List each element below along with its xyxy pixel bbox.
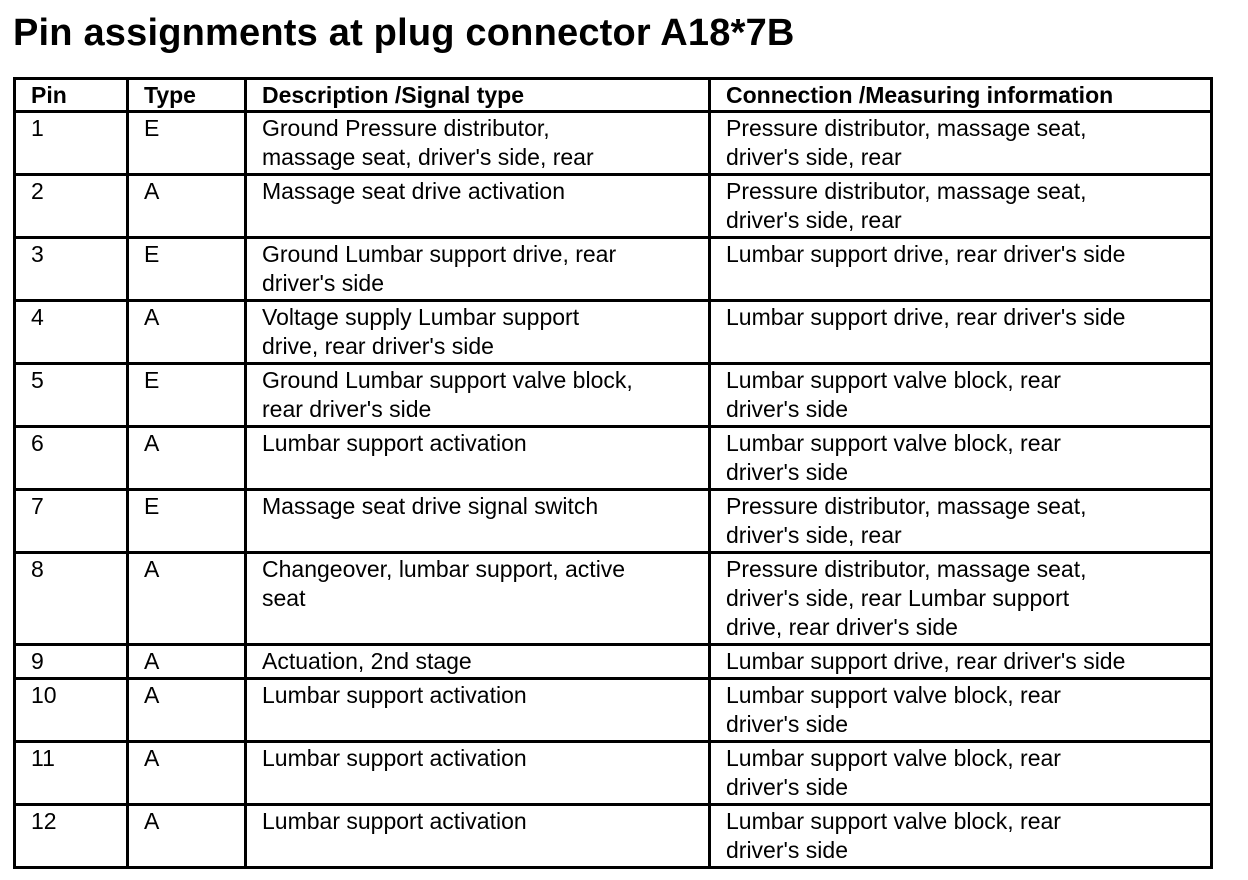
table-row: [15, 238, 1212, 301]
cell-type: E: [128, 490, 246, 553]
cell-pin: 4: [15, 301, 128, 364]
cell-type: E: [128, 112, 246, 175]
cell-type: A: [128, 301, 246, 364]
cell-type: A: [128, 679, 246, 742]
cell-connection: Pressure distributor, massage seat, driver's side, rear: [710, 112, 1212, 175]
cell-connection: Lumbar support valve block, rear driver's side: [710, 364, 1212, 427]
pin-assignment-table: [13, 77, 1213, 869]
cell-pin: 9: [15, 645, 128, 679]
table-row: [15, 490, 1212, 553]
cell-type: A: [128, 645, 246, 679]
cell-description: Lumbar support activation: [246, 427, 710, 490]
cell-description: Lumbar support activation: [246, 805, 710, 868]
table-row: [15, 805, 1212, 868]
cell-pin: 3: [15, 238, 128, 301]
cell-connection: Lumbar support drive, rear driver's side: [710, 645, 1212, 679]
cell-connection: Lumbar support drive, rear driver's side: [710, 238, 1212, 301]
cell-pin: 11: [15, 742, 128, 805]
cell-connection: Pressure distributor, massage seat, driver's side, rear: [710, 175, 1212, 238]
cell-type: A: [128, 427, 246, 490]
cell-type: E: [128, 238, 246, 301]
cell-pin: 12: [15, 805, 128, 868]
table-row: [15, 679, 1212, 742]
cell-pin: 5: [15, 364, 128, 427]
table-row: [15, 112, 1212, 175]
cell-description: Ground Lumbar support drive, rear driver's side: [246, 238, 710, 301]
table-row: [15, 742, 1212, 805]
table-row: [15, 553, 1212, 645]
cell-connection: Lumbar support valve block, rear driver's side: [710, 679, 1212, 742]
cell-type: A: [128, 805, 246, 868]
header-type: Type: [128, 79, 246, 112]
cell-type: A: [128, 175, 246, 238]
table-row: [15, 301, 1212, 364]
table-row: [15, 364, 1212, 427]
cell-type: A: [128, 742, 246, 805]
cell-description: Actuation, 2nd stage: [246, 645, 710, 679]
cell-connection: Lumbar support valve block, rear driver's side: [710, 742, 1212, 805]
table-row: [15, 645, 1212, 679]
cell-connection: Lumbar support valve block, rear driver's side: [710, 805, 1212, 868]
cell-pin: 8: [15, 553, 128, 645]
header-pin: Pin: [15, 79, 128, 112]
table-row: [15, 427, 1212, 490]
cell-description: Massage seat drive signal switch: [246, 490, 710, 553]
cell-description: Massage seat drive activation: [246, 175, 710, 238]
cell-description: Lumbar support activation: [246, 742, 710, 805]
cell-description: Ground Lumbar support valve block, rear driver's side: [246, 364, 710, 427]
cell-type: E: [128, 364, 246, 427]
cell-connection: Lumbar support valve block, rear driver's side: [710, 427, 1212, 490]
cell-pin: 10: [15, 679, 128, 742]
cell-connection: Pressure distributor, massage seat, driver's side, rear: [710, 490, 1212, 553]
cell-type: A: [128, 553, 246, 645]
cell-description: Changeover, lumbar support, active seat: [246, 553, 710, 645]
cell-connection: Lumbar support drive, rear driver's side: [710, 301, 1212, 364]
table-row: [15, 175, 1212, 238]
header-connection: Connection /Measuring information: [710, 79, 1212, 112]
cell-description: Lumbar support activation: [246, 679, 710, 742]
cell-pin: 6: [15, 427, 128, 490]
cell-description: Ground Pressure distributor, massage seat, driver's side, rear: [246, 112, 710, 175]
page-title: Pin assignments at plug connector A18*7B: [13, 12, 795, 54]
cell-connection: Pressure distributor, massage seat, driver's side, rear Lumbar support drive, rear driver's side: [710, 553, 1212, 645]
cell-pin: 1: [15, 112, 128, 175]
header-description: Description /Signal type: [246, 79, 710, 112]
table-header-row: [15, 79, 1212, 112]
cell-description: Voltage supply Lumbar support drive, rear driver's side: [246, 301, 710, 364]
cell-pin: 7: [15, 490, 128, 553]
cell-pin: 2: [15, 175, 128, 238]
